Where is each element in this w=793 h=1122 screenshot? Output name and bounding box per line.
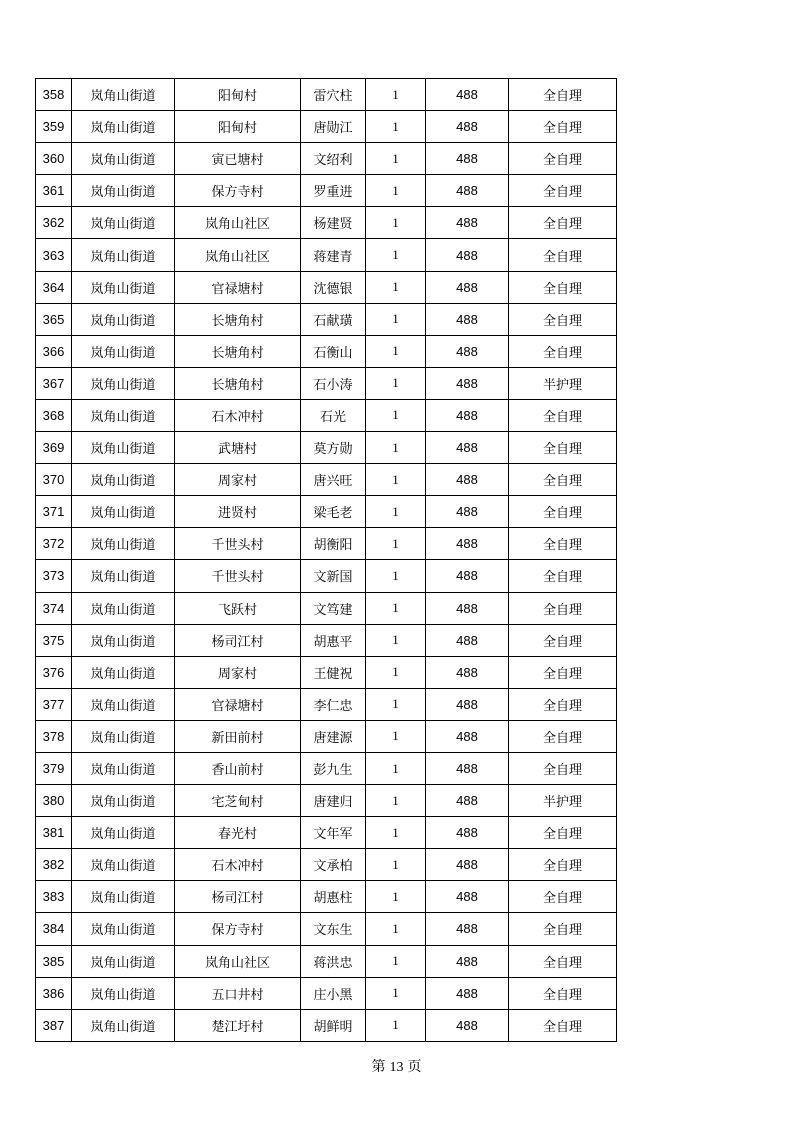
cell-amount: 488 bbox=[426, 656, 509, 688]
cell-person-name: 莫方勋 bbox=[301, 432, 366, 464]
cell-amount: 488 bbox=[426, 720, 509, 752]
cell-village: 进贤村 bbox=[175, 496, 301, 528]
cell-village: 香山前村 bbox=[175, 752, 301, 784]
cell-person-name: 文年军 bbox=[301, 817, 366, 849]
cell-serial-number: 367 bbox=[36, 367, 72, 399]
table-row bbox=[36, 592, 617, 624]
cell-amount: 488 bbox=[426, 175, 509, 207]
cell-person-name: 文绍利 bbox=[301, 143, 366, 175]
cell-street: 岚角山街道 bbox=[72, 367, 175, 399]
cell-amount: 488 bbox=[426, 271, 509, 303]
cell-village: 阳甸村 bbox=[175, 111, 301, 143]
cell-village: 岚角山社区 bbox=[175, 207, 301, 239]
cell-care-level: 半护理 bbox=[509, 785, 617, 817]
cell-village: 寅已塘村 bbox=[175, 143, 301, 175]
cell-person-name: 文承柏 bbox=[301, 849, 366, 881]
cell-street: 岚角山街道 bbox=[72, 432, 175, 464]
cell-person-name: 彭九生 bbox=[301, 752, 366, 784]
table-row bbox=[36, 271, 617, 303]
cell-count: 1 bbox=[366, 207, 426, 239]
cell-amount: 488 bbox=[426, 143, 509, 175]
cell-serial-number: 373 bbox=[36, 560, 72, 592]
cell-village: 保方寺村 bbox=[175, 913, 301, 945]
cell-count: 1 bbox=[366, 239, 426, 271]
cell-care-level: 全自理 bbox=[509, 399, 617, 431]
cell-amount: 488 bbox=[426, 977, 509, 1009]
cell-person-name: 文新国 bbox=[301, 560, 366, 592]
cell-serial-number: 358 bbox=[36, 79, 72, 111]
cell-care-level: 全自理 bbox=[509, 592, 617, 624]
cell-count: 1 bbox=[366, 913, 426, 945]
cell-village: 石木冲村 bbox=[175, 849, 301, 881]
cell-street: 岚角山街道 bbox=[72, 303, 175, 335]
page-suffix: 页 bbox=[407, 1059, 422, 1075]
cell-person-name: 罗重进 bbox=[301, 175, 366, 207]
cell-serial-number: 378 bbox=[36, 720, 72, 752]
cell-amount: 488 bbox=[426, 1009, 509, 1041]
table-row bbox=[36, 207, 617, 239]
cell-person-name: 唐建归 bbox=[301, 785, 366, 817]
cell-street: 岚角山街道 bbox=[72, 271, 175, 303]
table-row bbox=[36, 464, 617, 496]
table-row bbox=[36, 881, 617, 913]
cell-count: 1 bbox=[366, 367, 426, 399]
cell-street: 岚角山街道 bbox=[72, 624, 175, 656]
cell-count: 1 bbox=[366, 79, 426, 111]
cell-village: 千世头村 bbox=[175, 528, 301, 560]
cell-serial-number: 376 bbox=[36, 656, 72, 688]
cell-village: 岚角山社区 bbox=[175, 239, 301, 271]
cell-person-name: 庄小黑 bbox=[301, 977, 366, 1009]
table-row bbox=[36, 496, 617, 528]
cell-person-name: 李仁忠 bbox=[301, 688, 366, 720]
cell-care-level: 全自理 bbox=[509, 881, 617, 913]
cell-serial-number: 364 bbox=[36, 271, 72, 303]
cell-village: 宅芝甸村 bbox=[175, 785, 301, 817]
cell-village: 楚江圩村 bbox=[175, 1009, 301, 1041]
cell-amount: 488 bbox=[426, 399, 509, 431]
cell-count: 1 bbox=[366, 496, 426, 528]
table-row bbox=[36, 367, 617, 399]
cell-care-level: 全自理 bbox=[509, 271, 617, 303]
cell-village: 飞跃村 bbox=[175, 592, 301, 624]
cell-village: 岚角山社区 bbox=[175, 945, 301, 977]
cell-amount: 488 bbox=[426, 560, 509, 592]
table-row bbox=[36, 913, 617, 945]
table-row bbox=[36, 335, 617, 367]
table-row bbox=[36, 560, 617, 592]
cell-count: 1 bbox=[366, 592, 426, 624]
cell-serial-number: 362 bbox=[36, 207, 72, 239]
cell-care-level: 全自理 bbox=[509, 303, 617, 335]
cell-care-level: 全自理 bbox=[509, 432, 617, 464]
page-footer bbox=[0, 1056, 793, 1076]
cell-village: 阳甸村 bbox=[175, 79, 301, 111]
cell-count: 1 bbox=[366, 785, 426, 817]
cell-village: 长塘角村 bbox=[175, 303, 301, 335]
cell-amount: 488 bbox=[426, 592, 509, 624]
cell-count: 1 bbox=[366, 945, 426, 977]
cell-village: 保方寺村 bbox=[175, 175, 301, 207]
cell-village: 周家村 bbox=[175, 464, 301, 496]
cell-care-level: 全自理 bbox=[509, 464, 617, 496]
cell-amount: 488 bbox=[426, 111, 509, 143]
cell-amount: 488 bbox=[426, 239, 509, 271]
cell-count: 1 bbox=[366, 111, 426, 143]
cell-amount: 488 bbox=[426, 881, 509, 913]
cell-street: 岚角山街道 bbox=[72, 945, 175, 977]
cell-village: 长塘角村 bbox=[175, 335, 301, 367]
cell-amount: 488 bbox=[426, 752, 509, 784]
cell-street: 岚角山街道 bbox=[72, 528, 175, 560]
cell-street: 岚角山街道 bbox=[72, 592, 175, 624]
cell-care-level: 全自理 bbox=[509, 656, 617, 688]
cell-serial-number: 368 bbox=[36, 399, 72, 431]
cell-street: 岚角山街道 bbox=[72, 913, 175, 945]
cell-care-level: 全自理 bbox=[509, 688, 617, 720]
cell-count: 1 bbox=[366, 977, 426, 1009]
cell-street: 岚角山街道 bbox=[72, 817, 175, 849]
cell-person-name: 石献璜 bbox=[301, 303, 366, 335]
cell-count: 1 bbox=[366, 560, 426, 592]
table-row bbox=[36, 528, 617, 560]
cell-serial-number: 377 bbox=[36, 688, 72, 720]
cell-person-name: 沈德银 bbox=[301, 271, 366, 303]
cell-street: 岚角山街道 bbox=[72, 175, 175, 207]
cell-person-name: 唐勋江 bbox=[301, 111, 366, 143]
cell-street: 岚角山街道 bbox=[72, 79, 175, 111]
cell-person-name: 王健祝 bbox=[301, 656, 366, 688]
cell-person-name: 胡衡阳 bbox=[301, 528, 366, 560]
cell-street: 岚角山街道 bbox=[72, 207, 175, 239]
table-row bbox=[36, 849, 617, 881]
cell-amount: 488 bbox=[426, 945, 509, 977]
cell-count: 1 bbox=[366, 817, 426, 849]
cell-care-level: 全自理 bbox=[509, 624, 617, 656]
cell-street: 岚角山街道 bbox=[72, 464, 175, 496]
cell-serial-number: 380 bbox=[36, 785, 72, 817]
cell-serial-number: 371 bbox=[36, 496, 72, 528]
cell-care-level: 半护理 bbox=[509, 367, 617, 399]
cell-serial-number: 375 bbox=[36, 624, 72, 656]
table-row bbox=[36, 432, 617, 464]
cell-amount: 488 bbox=[426, 464, 509, 496]
cell-count: 1 bbox=[366, 849, 426, 881]
table-row bbox=[36, 175, 617, 207]
cell-count: 1 bbox=[366, 335, 426, 367]
cell-count: 1 bbox=[366, 1009, 426, 1041]
cell-person-name: 梁毛老 bbox=[301, 496, 366, 528]
cell-street: 岚角山街道 bbox=[72, 335, 175, 367]
cell-amount: 488 bbox=[426, 624, 509, 656]
cell-serial-number: 384 bbox=[36, 913, 72, 945]
cell-amount: 488 bbox=[426, 913, 509, 945]
cell-care-level: 全自理 bbox=[509, 496, 617, 528]
cell-serial-number: 363 bbox=[36, 239, 72, 271]
cell-village: 春光村 bbox=[175, 817, 301, 849]
table-row bbox=[36, 303, 617, 335]
cell-serial-number: 387 bbox=[36, 1009, 72, 1041]
cell-count: 1 bbox=[366, 752, 426, 784]
cell-care-level: 全自理 bbox=[509, 528, 617, 560]
table-row bbox=[36, 817, 617, 849]
table-row bbox=[36, 720, 617, 752]
cell-care-level: 全自理 bbox=[509, 175, 617, 207]
cell-street: 岚角山街道 bbox=[72, 239, 175, 271]
cell-person-name: 蒋洪忠 bbox=[301, 945, 366, 977]
table-row bbox=[36, 79, 617, 111]
cell-street: 岚角山街道 bbox=[72, 720, 175, 752]
cell-village: 武塘村 bbox=[175, 432, 301, 464]
cell-street: 岚角山街道 bbox=[72, 143, 175, 175]
cell-person-name: 唐兴旺 bbox=[301, 464, 366, 496]
cell-street: 岚角山街道 bbox=[72, 881, 175, 913]
cell-village: 新田前村 bbox=[175, 720, 301, 752]
cell-care-level: 全自理 bbox=[509, 849, 617, 881]
cell-amount: 488 bbox=[426, 849, 509, 881]
cell-amount: 488 bbox=[426, 367, 509, 399]
cell-amount: 488 bbox=[426, 688, 509, 720]
cell-count: 1 bbox=[366, 688, 426, 720]
cell-street: 岚角山街道 bbox=[72, 849, 175, 881]
cell-person-name: 唐建源 bbox=[301, 720, 366, 752]
cell-village: 周家村 bbox=[175, 656, 301, 688]
cell-street: 岚角山街道 bbox=[72, 785, 175, 817]
cell-care-level: 全自理 bbox=[509, 143, 617, 175]
cell-street: 岚角山街道 bbox=[72, 496, 175, 528]
table-row bbox=[36, 239, 617, 271]
cell-care-level: 全自理 bbox=[509, 111, 617, 143]
cell-serial-number: 370 bbox=[36, 464, 72, 496]
cell-amount: 488 bbox=[426, 303, 509, 335]
cell-care-level: 全自理 bbox=[509, 913, 617, 945]
cell-care-level: 全自理 bbox=[509, 79, 617, 111]
cell-village: 长塘角村 bbox=[175, 367, 301, 399]
cell-serial-number: 381 bbox=[36, 817, 72, 849]
cell-care-level: 全自理 bbox=[509, 1009, 617, 1041]
cell-count: 1 bbox=[366, 656, 426, 688]
cell-village: 杨司江村 bbox=[175, 881, 301, 913]
cell-count: 1 bbox=[366, 528, 426, 560]
cell-count: 1 bbox=[366, 175, 426, 207]
cell-count: 1 bbox=[366, 432, 426, 464]
cell-serial-number: 379 bbox=[36, 752, 72, 784]
cell-street: 岚角山街道 bbox=[72, 111, 175, 143]
cell-care-level: 全自理 bbox=[509, 239, 617, 271]
cell-amount: 488 bbox=[426, 496, 509, 528]
cell-serial-number: 382 bbox=[36, 849, 72, 881]
cell-person-name: 蒋建青 bbox=[301, 239, 366, 271]
cell-serial-number: 369 bbox=[36, 432, 72, 464]
cell-count: 1 bbox=[366, 303, 426, 335]
cell-care-level: 全自理 bbox=[509, 335, 617, 367]
cell-amount: 488 bbox=[426, 528, 509, 560]
table-row bbox=[36, 399, 617, 431]
cell-street: 岚角山街道 bbox=[72, 399, 175, 431]
cell-care-level: 全自理 bbox=[509, 945, 617, 977]
cell-amount: 488 bbox=[426, 79, 509, 111]
table-row bbox=[36, 752, 617, 784]
cell-serial-number: 374 bbox=[36, 592, 72, 624]
cell-serial-number: 360 bbox=[36, 143, 72, 175]
cell-count: 1 bbox=[366, 271, 426, 303]
table-row bbox=[36, 945, 617, 977]
table-row bbox=[36, 656, 617, 688]
cell-count: 1 bbox=[366, 720, 426, 752]
cell-care-level: 全自理 bbox=[509, 752, 617, 784]
cell-village: 千世头村 bbox=[175, 560, 301, 592]
cell-care-level: 全自理 bbox=[509, 720, 617, 752]
cell-village: 石木冲村 bbox=[175, 399, 301, 431]
cell-village: 官禄塘村 bbox=[175, 271, 301, 303]
cell-street: 岚角山街道 bbox=[72, 1009, 175, 1041]
table-row bbox=[36, 977, 617, 1009]
cell-care-level: 全自理 bbox=[509, 207, 617, 239]
cell-street: 岚角山街道 bbox=[72, 752, 175, 784]
cell-count: 1 bbox=[366, 881, 426, 913]
cell-person-name: 胡惠柱 bbox=[301, 881, 366, 913]
cell-person-name: 文东生 bbox=[301, 913, 366, 945]
cell-count: 1 bbox=[366, 143, 426, 175]
cell-village: 杨司江村 bbox=[175, 624, 301, 656]
cell-serial-number: 385 bbox=[36, 945, 72, 977]
cell-serial-number: 359 bbox=[36, 111, 72, 143]
cell-amount: 488 bbox=[426, 335, 509, 367]
page-number: 13 bbox=[389, 1060, 404, 1075]
cell-amount: 488 bbox=[426, 785, 509, 817]
cell-care-level: 全自理 bbox=[509, 977, 617, 1009]
cell-person-name: 文笃建 bbox=[301, 592, 366, 624]
cell-street: 岚角山街道 bbox=[72, 977, 175, 1009]
cell-count: 1 bbox=[366, 399, 426, 431]
cell-person-name: 石衡山 bbox=[301, 335, 366, 367]
cell-person-name: 石小涛 bbox=[301, 367, 366, 399]
table-body bbox=[36, 79, 617, 1042]
cell-amount: 488 bbox=[426, 817, 509, 849]
cell-care-level: 全自理 bbox=[509, 817, 617, 849]
page-prefix: 第 bbox=[371, 1059, 386, 1075]
cell-serial-number: 383 bbox=[36, 881, 72, 913]
cell-person-name: 石光 bbox=[301, 399, 366, 431]
cell-amount: 488 bbox=[426, 207, 509, 239]
cell-street: 岚角山街道 bbox=[72, 656, 175, 688]
cell-street: 岚角山街道 bbox=[72, 688, 175, 720]
cell-person-name: 杨建贤 bbox=[301, 207, 366, 239]
cell-serial-number: 365 bbox=[36, 303, 72, 335]
cell-street: 岚角山街道 bbox=[72, 560, 175, 592]
cell-serial-number: 372 bbox=[36, 528, 72, 560]
cell-care-level: 全自理 bbox=[509, 560, 617, 592]
table-row bbox=[36, 111, 617, 143]
table-row bbox=[36, 1009, 617, 1041]
cell-village: 五口井村 bbox=[175, 977, 301, 1009]
cell-person-name: 胡惠平 bbox=[301, 624, 366, 656]
cell-person-name: 雷穴柱 bbox=[301, 79, 366, 111]
cell-person-name: 胡鲜明 bbox=[301, 1009, 366, 1041]
cell-count: 1 bbox=[366, 464, 426, 496]
cell-amount: 488 bbox=[426, 432, 509, 464]
table-row bbox=[36, 688, 617, 720]
cell-serial-number: 366 bbox=[36, 335, 72, 367]
roster-table bbox=[35, 78, 617, 1042]
table-row bbox=[36, 624, 617, 656]
table-row bbox=[36, 785, 617, 817]
cell-serial-number: 386 bbox=[36, 977, 72, 1009]
cell-village: 官禄塘村 bbox=[175, 688, 301, 720]
cell-serial-number: 361 bbox=[36, 175, 72, 207]
table-row bbox=[36, 143, 617, 175]
cell-count: 1 bbox=[366, 624, 426, 656]
